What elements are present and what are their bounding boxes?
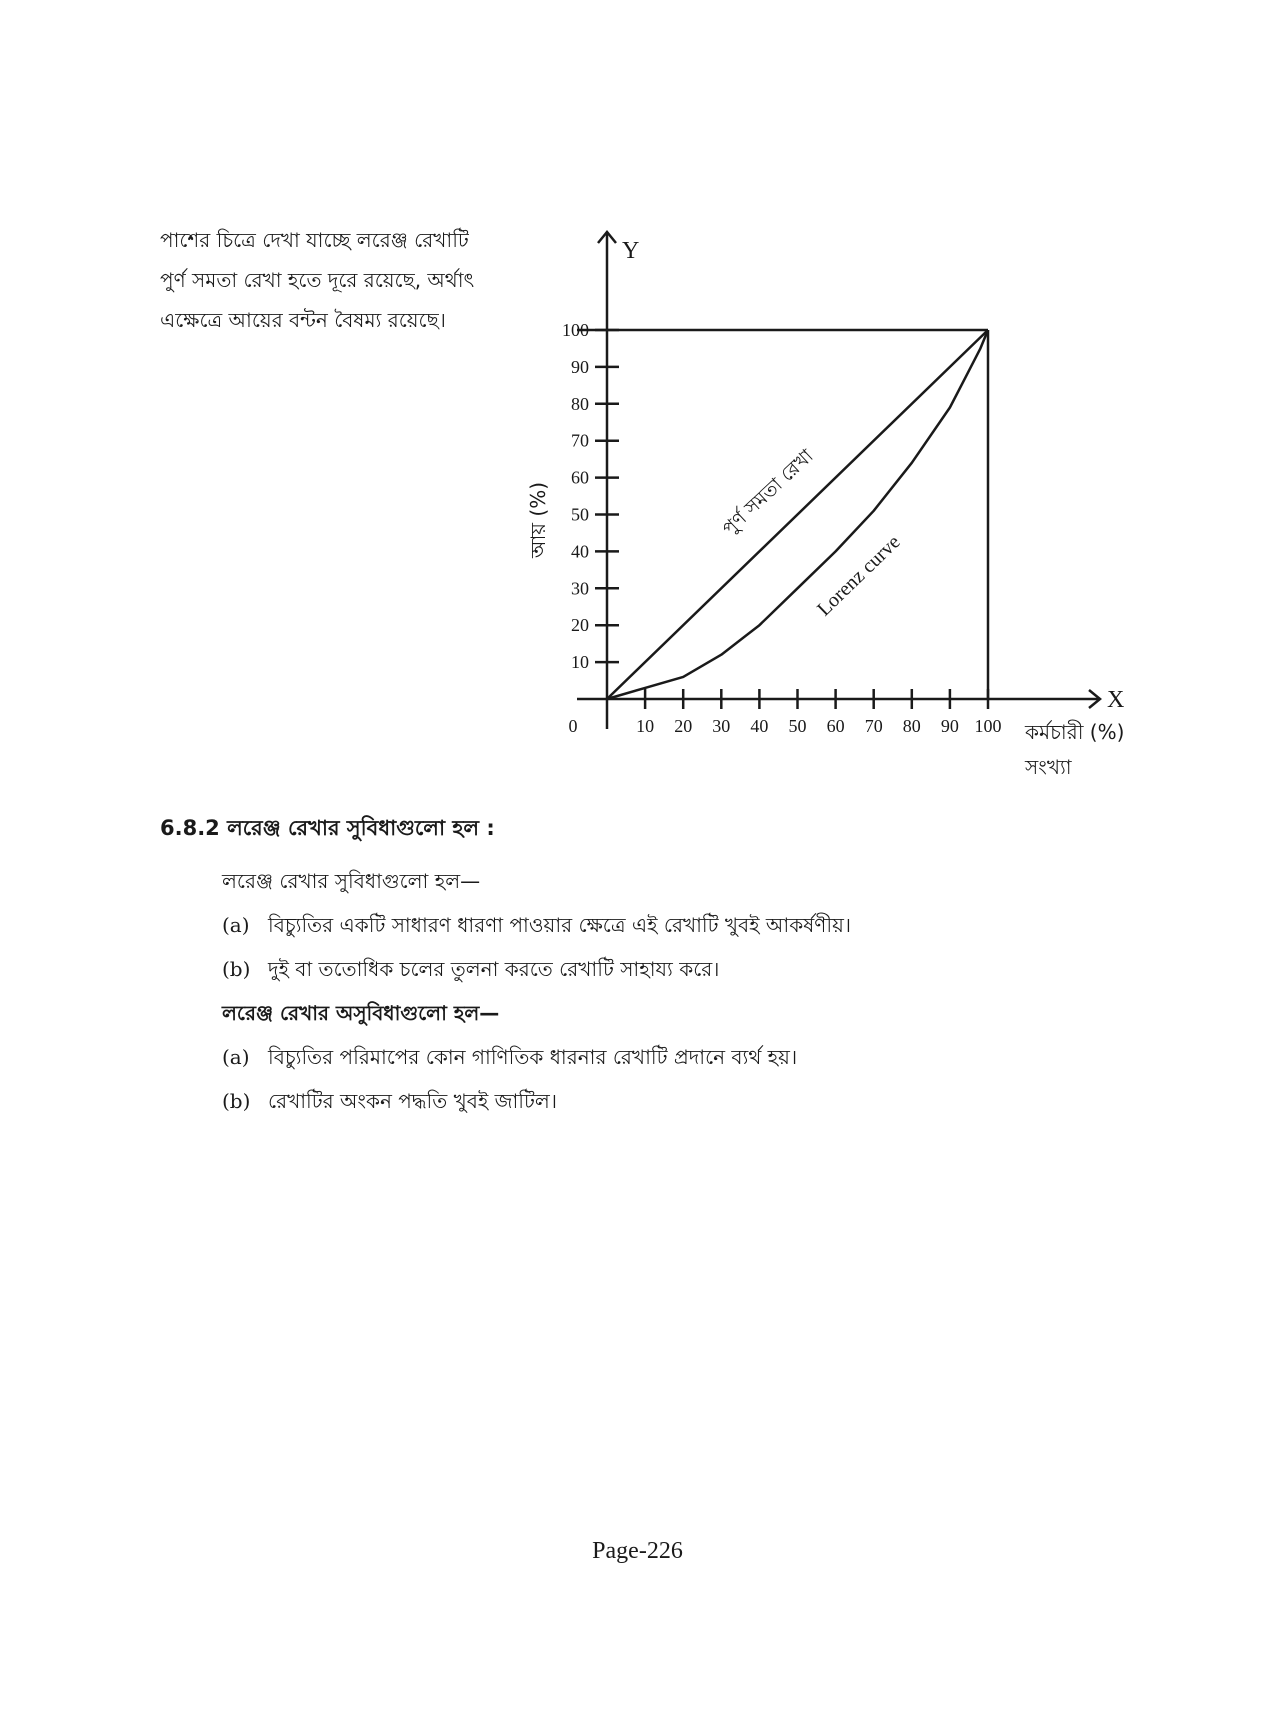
y-tick-label: 60	[571, 467, 589, 488]
list-item	[222, 947, 1160, 991]
y-axis-letter: Y	[622, 238, 640, 264]
intro-line: পাশের চিত্রে দেখা যাচ্ছে লরেঞ্জ রেখাটি	[160, 228, 469, 252]
x-tick-label: 90	[940, 716, 959, 736]
equality-line	[607, 330, 988, 699]
item-label: (a)	[222, 1045, 250, 1069]
disadvantages-intro: লরেঞ্জ রেখার অসুবিধাগুলো হল—	[222, 1001, 500, 1025]
page-number: Page-226	[592, 1538, 683, 1564]
section-heading: 6.8.2 লরেঞ্জ রেখার সুবিধাগুলো হল :	[160, 816, 495, 840]
intro-line: পুর্ণ সমতা রেখা হতে দূরে রয়েছে, অর্থাৎ	[160, 268, 475, 292]
x-tick-label: 40	[750, 716, 769, 736]
item-label: (a)	[222, 913, 250, 937]
y-tick-label: 20	[571, 615, 589, 636]
x-tick-label: 70	[864, 716, 883, 736]
y-tick-label: 50	[571, 504, 589, 525]
x-tick-label: 100	[974, 716, 1002, 736]
item-label: (b)	[222, 1089, 251, 1113]
chart-lines	[607, 330, 988, 699]
y-tick-label: 10	[571, 652, 589, 673]
item-text: বিচ্যুতির একটি সাধারণ ধারণা পাওয়ার ক্ষেত্রে এই রেখাটি খুবই আকর্ষণীয়।	[268, 913, 852, 937]
x-axis-letter: X	[1107, 687, 1125, 713]
y-axis-title: আয় (%)	[526, 481, 550, 559]
origin-label: 0	[568, 716, 578, 736]
y-tick-label: 80	[571, 393, 589, 414]
x-axis-subtitle: সংখ্যা	[1025, 755, 1072, 779]
item-text: বিচ্যুতির পরিমাপের কোন গাণিতিক ধারনার রেখাটি প্রদানে ব্যর্থ হয়।	[268, 1045, 798, 1069]
chart-axes	[577, 232, 1100, 729]
advantages-intro: লরেঞ্জ রেখার সুবিধাগুলো হল—	[222, 869, 481, 893]
item-text: দুই বা ততোধিক চলের তুলনা করতে রেখাটি সাহায্য করে।	[268, 957, 720, 981]
list-item	[222, 1035, 1160, 1079]
y-tick-label: 90	[571, 356, 589, 377]
lorenz-curve-label: Lorenz curve	[813, 530, 905, 621]
y-tick-label: 70	[571, 430, 589, 451]
x-tick-label: 60	[826, 716, 845, 736]
y-tick-label: 40	[571, 541, 589, 562]
x-tick-label: 30	[712, 716, 731, 736]
intro-line: এক্ষেত্রে আয়ের বন্টন বৈষম্য রয়েছে।	[160, 308, 446, 332]
list-item	[222, 903, 1160, 947]
x-tick-label: 20	[674, 716, 693, 736]
item-label: (b)	[222, 957, 251, 981]
advantages-section	[160, 812, 1160, 1123]
y-tick-label: 100	[562, 320, 589, 340]
lorenz-chart	[0, 0, 1275, 800]
item-text: রেখাটির অংকন পদ্ধতি খুবই জাটিল।	[268, 1089, 557, 1113]
x-tick-label: 50	[788, 716, 807, 736]
equality-line-label: পুর্ণ সমতা রেখা	[718, 445, 818, 541]
x-tick-label: 80	[902, 716, 921, 736]
x-tick-label: 10	[636, 716, 655, 736]
x-axis-title: কর্মচারী (%)	[1025, 720, 1125, 744]
y-tick-label: 30	[571, 578, 589, 599]
list-item	[222, 1079, 1160, 1123]
